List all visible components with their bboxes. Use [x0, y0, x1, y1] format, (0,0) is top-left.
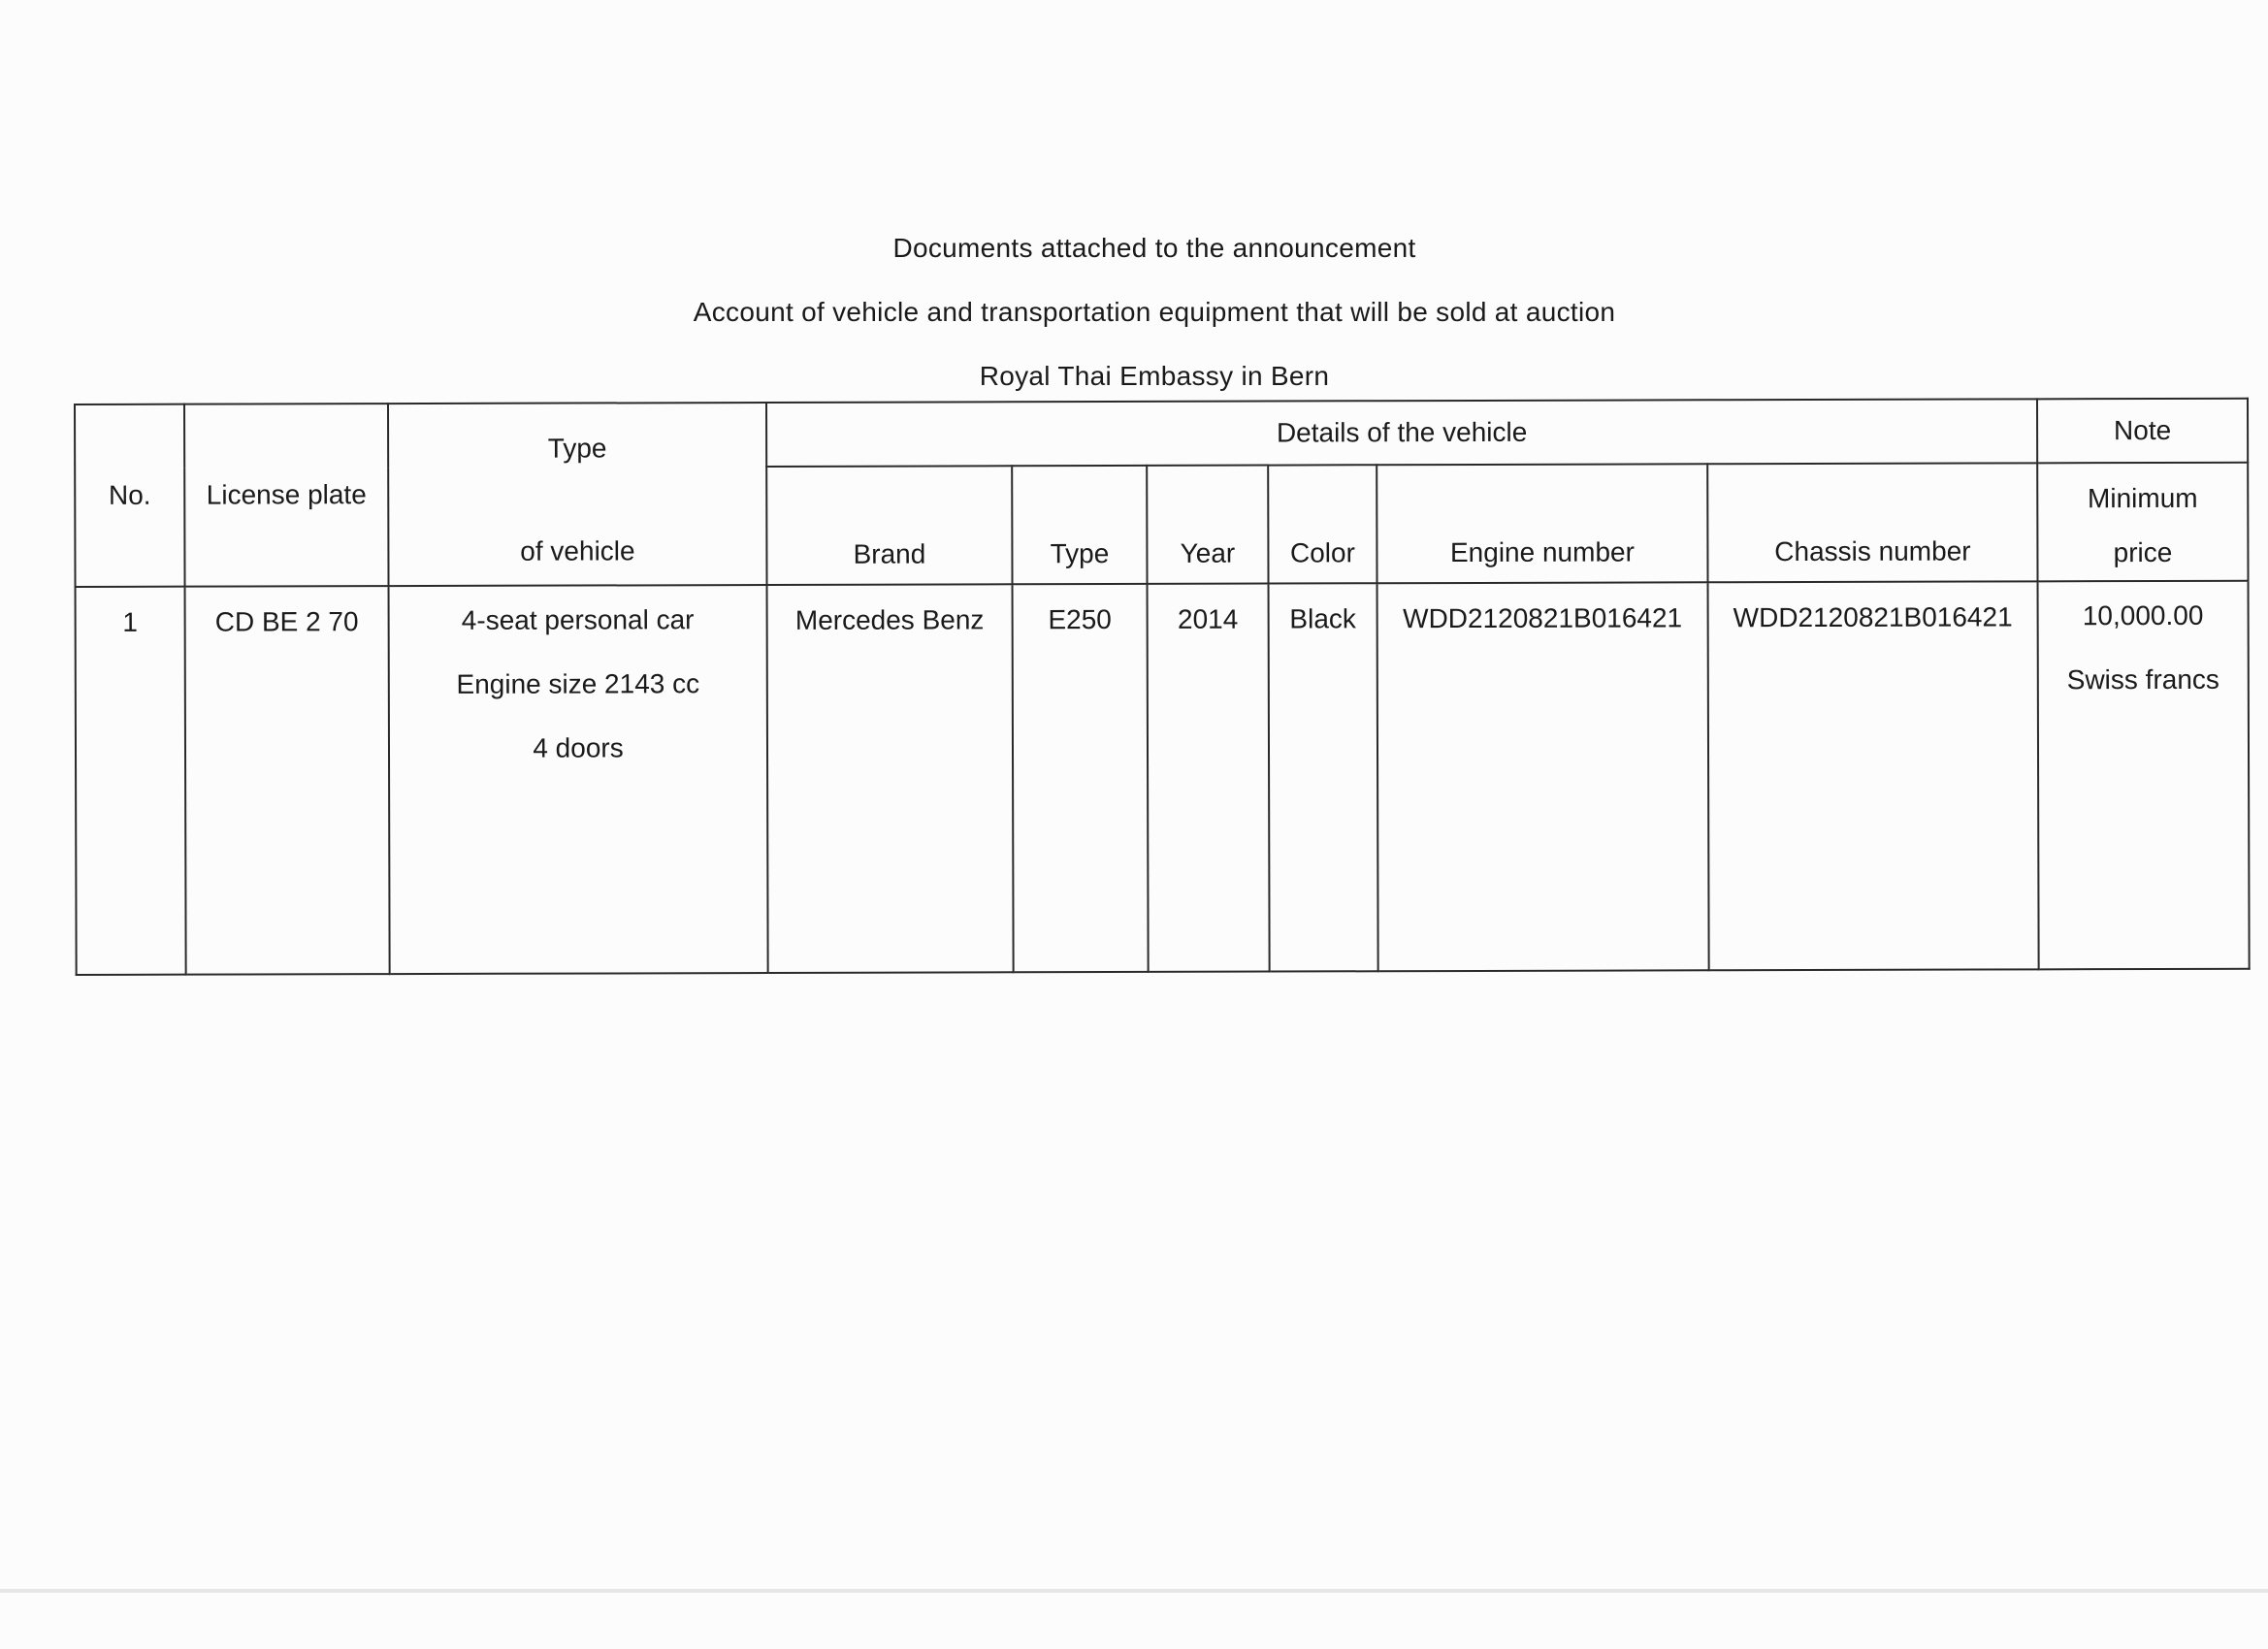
header-color: Color [1268, 465, 1377, 583]
vehicle-table [74, 398, 2251, 976]
cell-year: 2014 [1148, 584, 1270, 972]
header-note: Note [2037, 399, 2248, 464]
header-vehicle-type [388, 403, 767, 586]
table-row [76, 581, 2250, 975]
cell-minimum-price-line2: Swiss francs [2066, 663, 2219, 695]
document-heading: Documents attached to the announcement [892, 233, 1416, 263]
header-minimum-price-line2: price [2113, 536, 2173, 568]
header-minimum-price [2037, 463, 2248, 582]
cell-vehicle-type-line2: Engine size 2143 cc [456, 668, 700, 699]
header-type: Type [1012, 466, 1147, 584]
header-brand: Brand [766, 466, 1012, 585]
header-year: Year [1147, 466, 1268, 584]
header-vehicle-type-line1: Type [547, 433, 607, 464]
table-header-row [75, 399, 2248, 469]
header-vehicle-type-line2: of vehicle [520, 535, 635, 566]
header-engine-number: Engine number [1377, 464, 1707, 583]
header-license-plate: License plate [184, 404, 389, 587]
cell-minimum-price-line1: 10,000.00 [2082, 599, 2204, 631]
scan-edge [0, 1589, 2268, 1593]
cell-license-plate: CD BE 2 70 [185, 586, 390, 975]
embassy-name: Royal Thai Embassy in Bern [979, 361, 1330, 391]
cell-chassis-number: WDD2120821B016421 [1708, 581, 2039, 970]
cell-no: 1 [76, 587, 186, 975]
cell-vehicle-type [389, 585, 768, 974]
document-subheading: Account of vehicle and transportation equipment that will be sold at auction [693, 297, 1616, 327]
cell-type: E250 [1013, 584, 1149, 972]
header-minimum-price-line1: Minimum [2087, 482, 2198, 514]
cell-color: Black [1269, 583, 1378, 971]
cell-engine-number: WDD2120821B016421 [1377, 582, 1709, 971]
header-details: Details of the vehicle [766, 399, 2037, 467]
cell-minimum-price [2038, 581, 2250, 970]
header-no: No. [75, 404, 185, 587]
cell-vehicle-type-line1: 4-seat personal car [461, 604, 695, 635]
header-chassis-number: Chassis number [1707, 463, 2037, 582]
cell-vehicle-type-line3: 4 doors [533, 732, 624, 763]
cell-brand: Mercedes Benz [767, 584, 1014, 973]
